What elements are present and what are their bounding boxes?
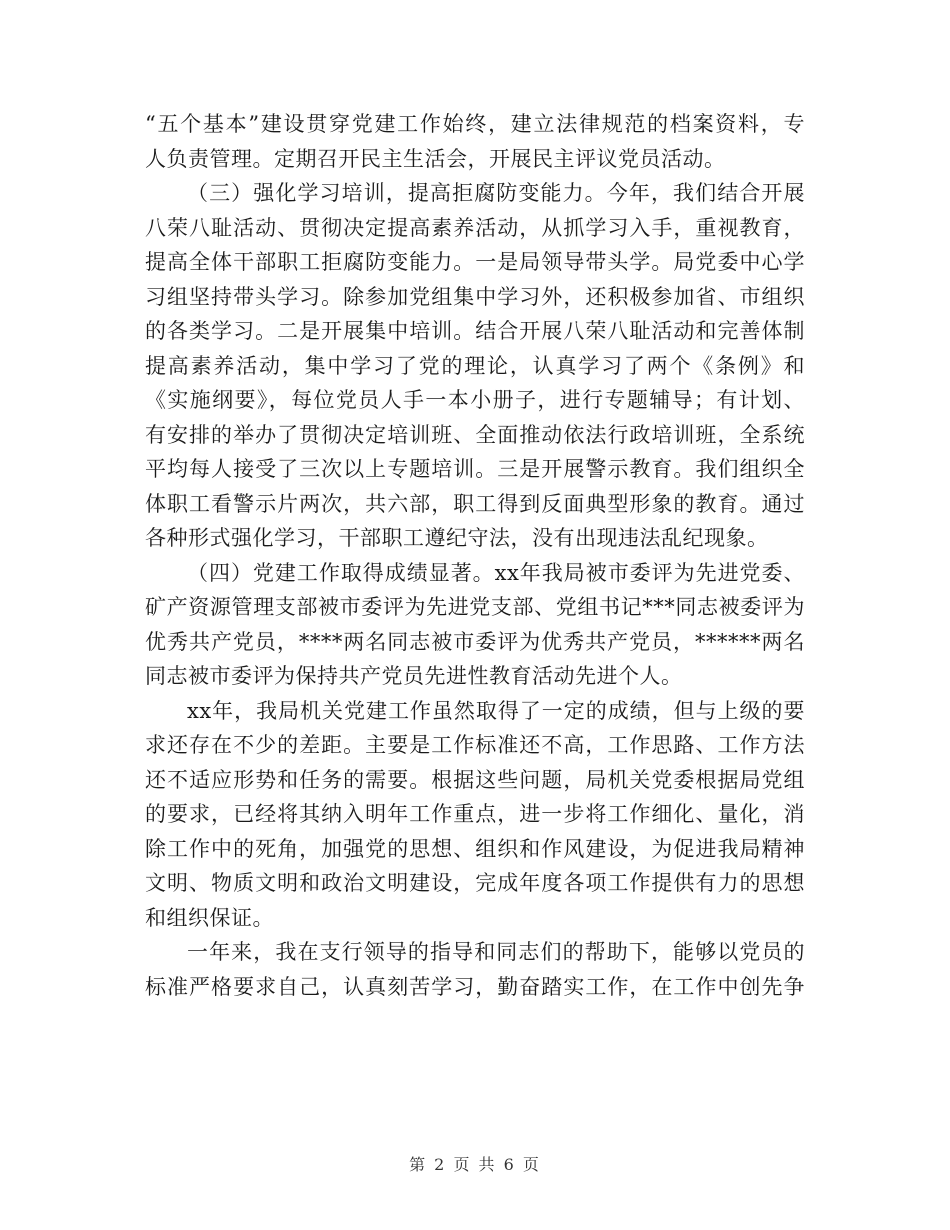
text-line: 还不适应形势和任务的需要。根据这些问题，局机关党委根据局党组 bbox=[145, 767, 805, 792]
text-line: xx年，我局机关党建工作虽然取得了一定的成绩，但与上级的要 bbox=[187, 698, 805, 723]
text-line: 《实施纲要》，每位党员人手一本小册子，进行专题辅导；有计划、 bbox=[145, 388, 805, 412]
text-line: 人负责管理。定期召开民主生活会，开展民主评议党员活动。 bbox=[145, 146, 726, 171]
document-body bbox=[145, 107, 805, 1004]
text-line: 八荣八耻活动、贯彻决定提高素养活动，从抓学习入手，重视教育， bbox=[145, 215, 805, 240]
text-line: 有安排的举办了贯彻决定培训班、全面推动依法行政培训班，全系统 bbox=[145, 422, 805, 447]
text-line: 除工作中的死角，加强党的思想、组织和作风建设，为促进我局精神 bbox=[145, 836, 805, 861]
text-line: 矿产资源管理支部被市委评为先进党支部、党组书记***同志被委评为 bbox=[145, 595, 805, 619]
text-line: （三）强化学习培训，提高拒腐防变能力。今年，我们结合开展 bbox=[187, 181, 805, 205]
page-number-footer: 第 2 页 共 6 页 bbox=[409, 1155, 541, 1174]
text-line: 平均每人接受了三次以上专题培训。三是开展警示教育。我们组织全 bbox=[145, 457, 805, 481]
text-line: 优秀共产党员，****两名同志被市委评为优秀共产党员，******两名 bbox=[145, 629, 805, 654]
text-line: 提高素养活动，集中学习了党的理论，认真学习了两个《条例》和 bbox=[145, 353, 805, 378]
text-line: 的要求，已经将其纳入明年工作重点，进一步将工作细化、量化，消 bbox=[145, 802, 805, 826]
text-line: 习组坚持带头学习。除参加党组集中学习外，还积极参加省、市组织 bbox=[145, 284, 805, 309]
text-line: 各种形式强化学习，干部职工遵纪守法，没有出现违法乱纪现象。 bbox=[145, 526, 769, 550]
text-line: （四）党建工作取得成绩显著。xx年我局被市委评为先进党委、 bbox=[187, 560, 805, 585]
text-line: 同志被市委评为保持共产党员先进性教育活动先进个人。 bbox=[145, 664, 683, 688]
text-line: 和组织保证。 bbox=[145, 905, 274, 930]
text-line: 文明、物质文明和政治文明建设，完成年度各项工作提供有力的思想 bbox=[145, 871, 805, 895]
text-line: 求还存在不少的差距。主要是工作标准还不高，工作思路、工作方法 bbox=[145, 733, 805, 757]
text-line: 一年来，我在支行领导的指导和同志们的帮助下，能够以党员的 bbox=[187, 940, 805, 964]
text-line: 体职工看警示片两次，共六部，职工得到反面典型形象的教育。通过 bbox=[145, 491, 805, 516]
text-line: 的各类学习。二是开展集中培训。结合开展八荣八耻活动和完善体制 bbox=[145, 319, 805, 343]
text-line: 提高全体干部职工拒腐防变能力。一是局领导带头学。局党委中心学 bbox=[145, 250, 805, 274]
text-line: “五个基本”建设贯穿党建工作始终，建立法律规范的档案资料，专 bbox=[145, 112, 805, 136]
text-line: 标准严格要求自己，认真刻苦学习，勤奋踏实工作，在工作中创先争 bbox=[145, 974, 805, 999]
